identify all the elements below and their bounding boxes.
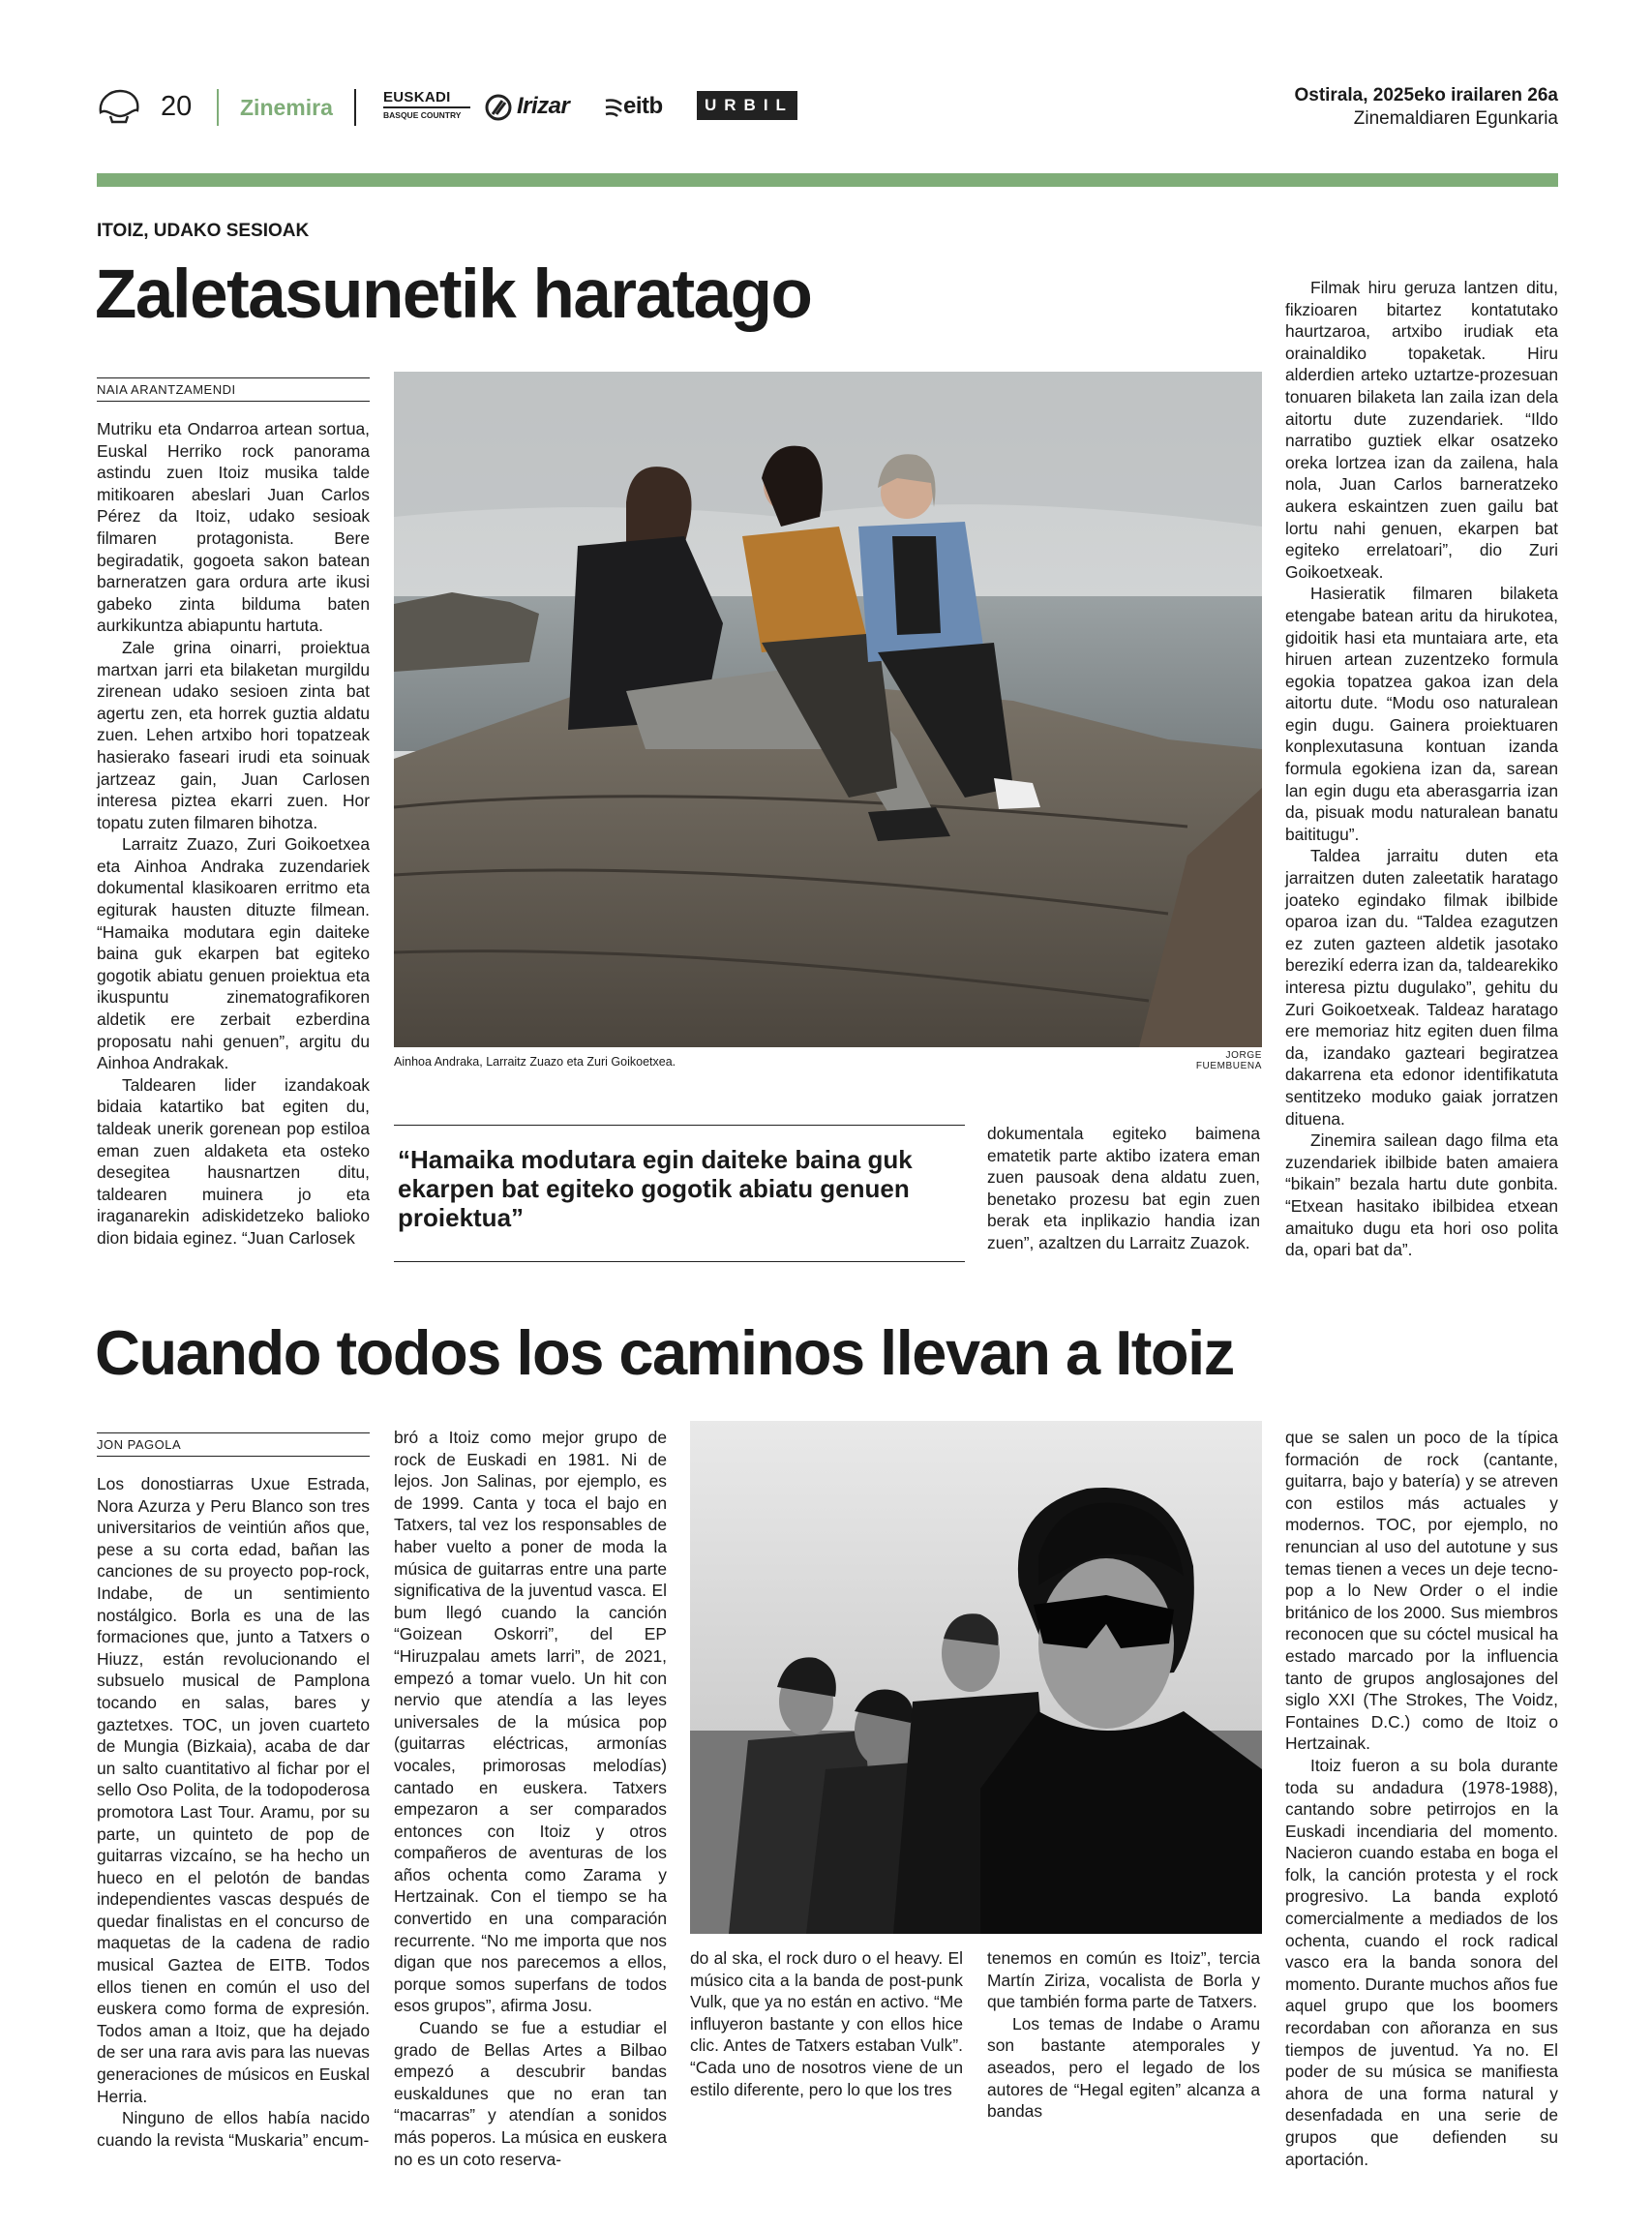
article1-column-4: [1285, 277, 1558, 1261]
article2-column-4: [987, 1947, 1260, 2123]
paragraph: tenemos en común es Itoiz”, tercia Martín Ziriza, vocalista de Borla y que también forma parte de Tatxers.: [987, 1948, 1260, 2012]
article1-column-3: [987, 1123, 1260, 1254]
paragraph: Itoiz fueron a su bola durante toda su andadura (1978-1988), cantando sobre petirrojos en la Euskadi incendiaria del momento. Nacieron cuando estaba en boga el folk, la canción protesta y el rock progresivo. La banda explotó comercialmente a mediados de los ochenta, cuando el rock radical vasco era la banda sonora del momento. Durante muchos años fue aquel grupo que los boomers recordaban con añoranza en sus tiempos de juventud. Ya no. El poder de su música se manifiesta ahora de una forma natural y desenfadada en una serie de grupos que defienden su aportación.: [1285, 1755, 1558, 2169]
eitb-mark-icon: [604, 97, 623, 118]
page-number: 20: [161, 91, 193, 122]
header-divider-2: [354, 89, 356, 126]
paragraph: Los donostiarras Uxue Estrada, Nora Azurza y Peru Blanco son tres universitarios de veintiún años que, pese a su corta edad, bañan las canciones de su proyecto pop-rock, Indabe, de un sentimiento nostálgico. Borla es una de las formaciones que, junto a Tatxers o Hiuzz, están revolucionando el subsuelo musical de Pamplona tocando en salas, bares y gaztetxes. TOC, un joven cuarteto de Mungia (Bizkaia), acaba de dar un salto cuantitativo al fichar por el sello Oso Polita, de la todopoderosa promotora Last Tour. Aramu, por su parte, un quinteto de pop de guitarras vizcaíno, se ha hecho un hueco en el pelotón de bandas independientes vascas después de quedar finalistas en el concurso de maquetas de la cadena de radio musical Gaztea de EITB. Todos ellos tienen en común el uso del euskera como forma de expresión. Todos aman a Itoiz, que ha dejado de ser una rara avis para las nuevas generaciones de músicos en Euskal Herria.: [97, 1474, 370, 2106]
publication-name: Zinemaldiaren Egunkaria: [1353, 108, 1558, 129]
urbil-logo: URBIL: [697, 91, 797, 120]
paragraph: Zinemira sailean dago filma eta zuzendariek ibilbide baten amaiera “bikain” bezala hartu dute gonbita. “Etxean hasitako ibilbidea etxean amaituko dugu eta hori oso polita da, opari bat da”.: [1285, 1130, 1558, 1260]
paragraph: Los temas de Indabe o Aramu son bastante atemporales y aseados, pero el legado de los autores de “Hegal egiten” alcanza a bandas: [987, 2013, 1260, 2122]
article2-photo: [690, 1421, 1262, 1934]
paragraph: Ninguno de ellos había nacido cuando la revista “Muskaria” encum-: [97, 2108, 370, 2150]
article1-photo: [394, 372, 1262, 1047]
paragraph: Mutriku eta Ondarroa artean sortua, Euskal Herriko rock panorama astindu zuen Itoiz musika talde mitikoaren abeslari Juan Carlos Pérez da Itoiz, udako sesioak filmaren protagonista. Bere begiradatik, gogoeta sakon batean barneratzen gara ordura arte ikusi gabeko zinta bilduma baten aurkikuntza abiapuntu hartuta.: [97, 419, 370, 636]
shell-logo-icon: [97, 87, 141, 124]
paragraph: Larraitz Zuazo, Zuri Goikoetxea eta Ainhoa Andraka zuzendariek dokumental klasikoaren erritmo eta egiturak hausten dituzte filmean. “Hamaika modutara egin daiteke baina guk ekarpen bat egiteko gogotik abiatu genuen proiektua eta ikuspuntu zinematografikoren aldetik ere zerbait ezberdina proposatu nahi genuen”, argitu du Ainhoa Andrakak.: [97, 834, 370, 1073]
article2-byline: JON PAGOLA: [97, 1432, 370, 1457]
masthead: 20 Zinemira EUSKADI BASQUE COUNTRY Irizar eitb URBIL Ostirala, 2025eko irailaren 26a Zinemaldiaren Egunkaria: [97, 85, 1558, 134]
article1-byline: NAIA ARANTZAMENDI: [97, 377, 370, 402]
paragraph: que se salen un poco de la típica formación de rock (cantante, guitarra, bajo y batería) y se atreven con estilos más actuales y modernos. TOC, por ejemplo, no renuncian al uso del autotune y sus temas tienen a veces un deje tecno-pop a lo New Order o el indie británico de los 2000. Sus miembros reconocen que su cóctel musical ha estado marcado por la influencia tanto de grupos anglosajones del siglo XXI (The Strokes, The Voidz, Fontaines D.C.) como de Itoiz o Hertzainak.: [1285, 1428, 1558, 1754]
paragraph: Hasieratik filmaren bilaketa etengabe batean aritu da hirukotea, gidoitik hasi eta muntaiara arte, eta hiruen artean zuzentzeko formula egokia topatzea gakoa izan dela aitortu dute. “Modu oso naturalean egin dugu. Gainera proiektuaren konplexutasuna kontuan izanda formula egokiena izan da, sarean lan egin dugu eta aberasgarria izan da, pisuak modu naturalean banatu baititugu”.: [1285, 584, 1558, 844]
paragraph: Zale grina oinarri, proiektua martxan jarri eta bilaketan murgildu zirenean udako sesioen zinta bat agertu zen, eta horrek guztia aldatu zuen. Lehen artxibo hori topatzeak hasierako faseari irudi eta soinuak jartzeaz gain, Juan Carlosen interesa piztea ekarri zuen. Hor topatu zuten filmaren bihotza.: [97, 637, 370, 832]
article1-pullquote: [394, 1125, 965, 1262]
article2-column-2: [394, 1427, 667, 2170]
article2-column-1: [97, 1473, 370, 2151]
article1-photo-caption: Ainhoa Andraka, Larraitz Zuazo eta Zuri Goikoetxea.: [394, 1055, 676, 1069]
article2-column-5: [1285, 1427, 1558, 2170]
paragraph: Taldearen lider izandakoak bidaia katartiko bat egiten du, taldeak unerik gorenean pop estiloa eman zuen aldaketa eta osteko desegitea hausnartzen ditu, taldearen muinera jo eta iraganarekin adiskidetzeko balioko dion bidaia eginez. “Juan Carlosek: [97, 1074, 370, 1248]
section-label: Zinemira: [240, 95, 333, 120]
issue-date: Ostirala, 2025eko irailaren 26a: [1294, 85, 1558, 105]
pullquote-text: “Hamaika modutara egin daiteke baina guk ekarpen bat egiteko gogotik abiatu genuen proiektua”: [398, 1145, 913, 1232]
article1-photo-credit: JORGE FUEMBUENA: [1195, 1050, 1262, 1071]
paragraph: Filmak hiru geruza lantzen ditu, fikzioaren bitartez kontatutako haurtzaroa, artxibo irudiak eta orainaldiko topaketak. Hiru alderdien arteko uztartze-prozesuan tonuaren bilaketa lan zaila izan dela aitortu dute zuzendariek. “Ildo narratibo guztiek elkar osatzeko oreka lortzea izan da zailena, hala nola, Juan Carlos barneratzeko aukera eskaintzen zuen gailu bat lortu nahi genuen, ekarpen bat egiteko errelatoari”, dio Zuri Goikoetxeak.: [1285, 278, 1558, 582]
article2-column-3: [690, 1947, 963, 2100]
header-divider: [217, 89, 219, 126]
paragraph: do al ska, el rock duro o el heavy. El músico cita a la banda de post-punk Vulk, que ya no están en activo. “Me influyeron bastante y con ellos hice clic. Antes de Tatxers estaban Vulk”. “Cada uno de nosotros viene de un estilo diferente, pero lo que los tres: [690, 1948, 963, 2099]
article2-title: Cuando todos los caminos llevan a Itoiz: [95, 1317, 1234, 1388]
paragraph: Taldea jarraitu duten eta jarraitzen duten zaleetatik haratago joateko egindako filmak ibilbide oparoa izan du. “Taldea ezagutzen ez zuten gazteen aldetik jasotako berezikí ederra izan da, taldearekiko interesa piztu dugulako”, gehitu du Zuri Goikoetxeak. Taldeaz haratago ere memoriaz hitz egiten duen filma da, izandako gazteari begiratzea dakarrena eta edonor identifikatuta sentitzeko moduko gaiak jorratzen dituena.: [1285, 846, 1558, 1129]
paragraph: dokumentala egiteko baimena ematetik parte aktibo izatera eman zuen pausoak dena aldatu zuen, benetako prozesu bat egin zuen berak eta inplikazio handia izan zuen”, azaltzen du Larraitz Zuazok.: [987, 1124, 1260, 1252]
paragraph: Cuando se fue a estudiar el grado de Bellas Artes a Bilbao empezó a descubrir bandas euskaldunes que no eran tan “macarras” y atendían a sonidos más poperos. La música en euskera no es un coto reserva-: [394, 2018, 667, 2169]
header-accent-bar: [97, 173, 1558, 187]
itoiz-band-bw-photo: [690, 1421, 1262, 1934]
paragraph: bró a Itoiz como mejor grupo de rock de Euskadi en 1981. Ni de lejos. Jon Salinas, por ejemplo, es de 1999. Canta y toca el bajo en Tatxers, tal vez los responsables de haber vuelto a poner de moda la música de guitarras entre una parte significativa de la juventud vasca. El bum llegó cuando la canción “Goizean Oskorri”, del EP “Hiruzpalau amets larri”, de 2021, empezó a tomar vuelo. Un hit con nervio que atendía a las leyes universales de la música pop (guitarras eléctricas, armonías vocales, primorosas melodías) cantado en euskera. Tatxers empezaron a ser comparados entonces con Itoiz y otros compañeros de aventuras de los años ochenta como Zarama y Hertzainak. Con el tiempo se ha convertido en una comparación recurrente. “No me importa que nos digan que nos parecemos a ellos, porque somos superfans de todos esos grupos”, afirma Josu.: [394, 1428, 667, 2016]
irizar-mark-icon: [484, 93, 513, 122]
article1-title: Zaletasunetik haratago: [95, 256, 812, 333]
directors-on-seawall-photo: [394, 372, 1262, 1047]
article1-kicker: ITOIZ, UDAKO SESIOAK: [97, 221, 310, 241]
article1-column-1: [97, 418, 370, 1250]
euskadi-logo: EUSKADI BASQUE COUNTRY: [383, 89, 470, 120]
